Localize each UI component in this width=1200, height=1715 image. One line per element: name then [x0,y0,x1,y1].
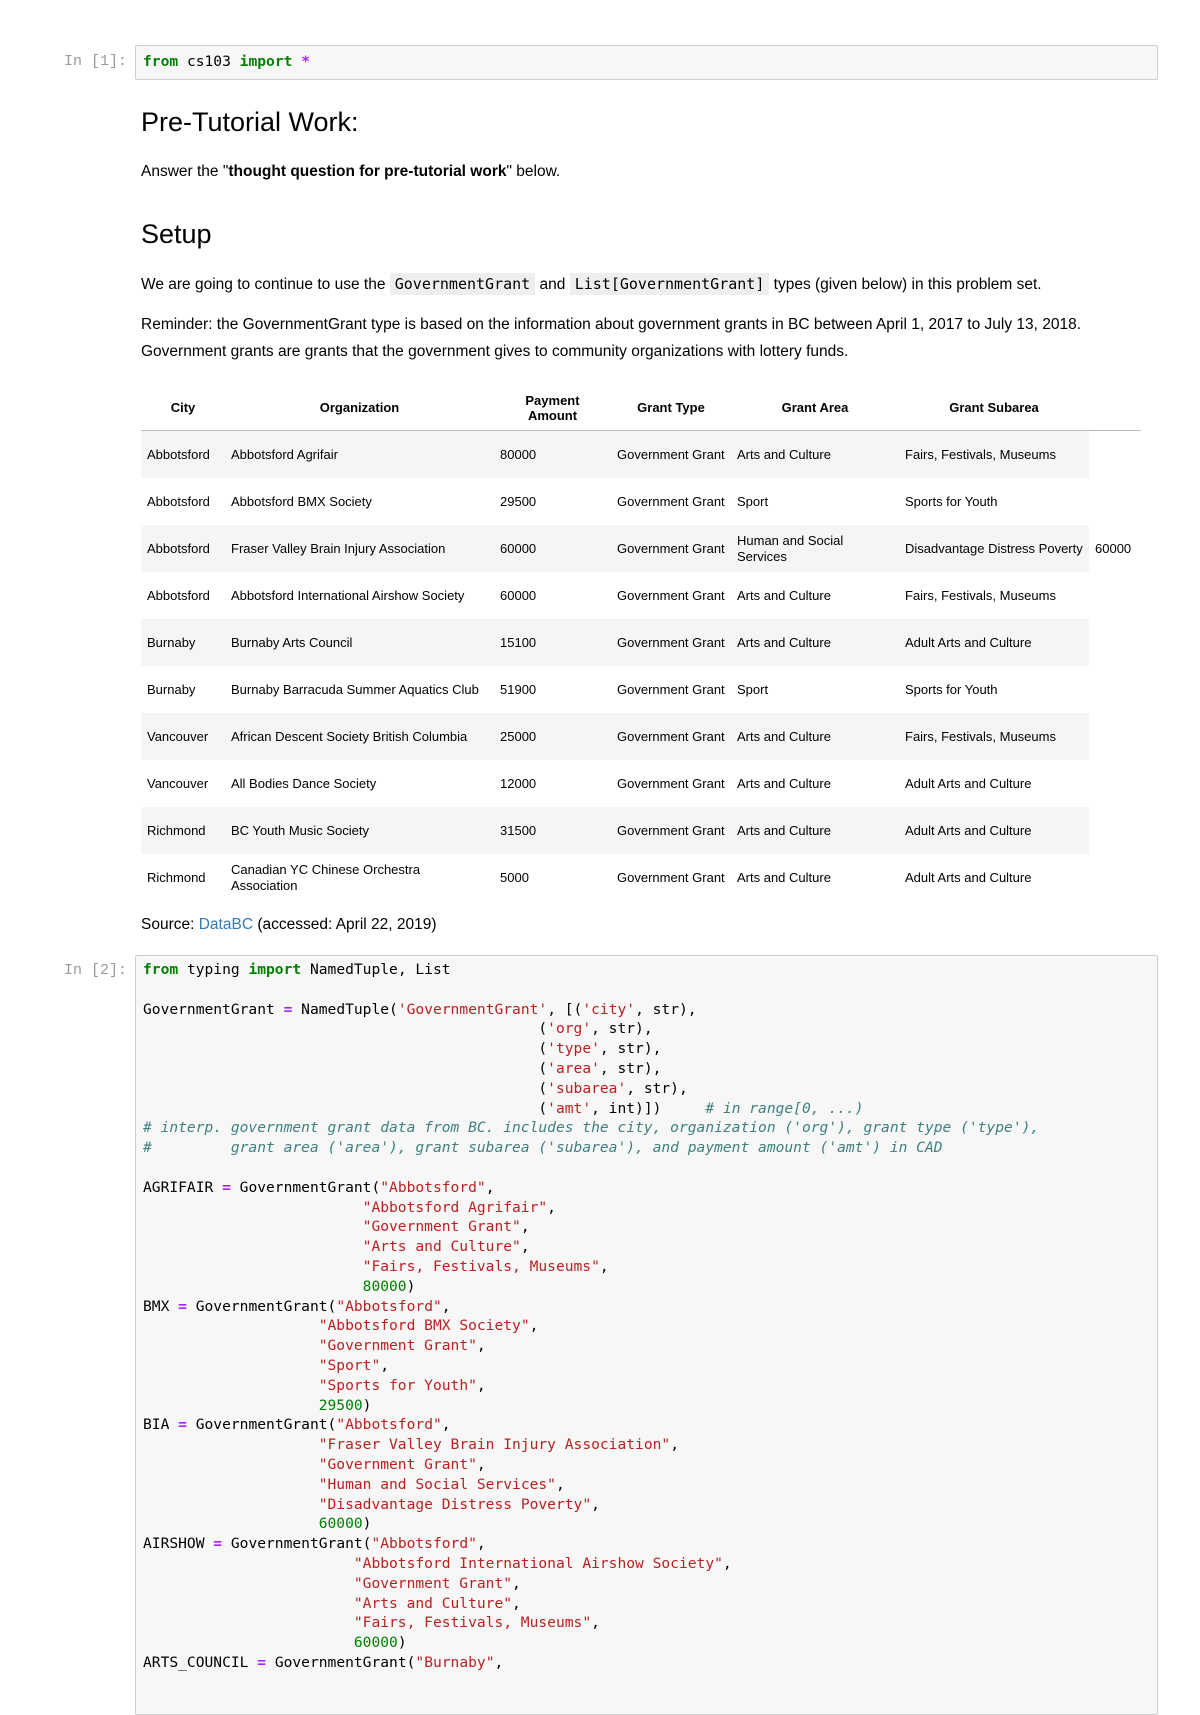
code-token [292,53,301,70]
table-cell [1089,619,1141,666]
table-cell: All Bodies Dance Society [231,775,377,791]
table-cell: 60000 [500,587,537,603]
code-token: , [520,1218,530,1236]
table-row [141,525,1141,572]
code-string: "Abbotsford" [380,1178,486,1196]
code-token: , str), [635,1000,697,1018]
code-operator: = [178,1297,187,1315]
code-cell[interactable] [135,45,1158,80]
code-string: "Sport" [318,1356,381,1374]
code-token: NamedTuple, List [301,961,451,978]
code-string: 'GovernmentGrant' [397,1000,548,1018]
code-string: "Human and Social Services" [318,1475,556,1493]
table-cell [1089,807,1141,854]
code-string: "Government Grant" [362,1218,521,1236]
table-cell: Burnaby Arts Council [225,619,494,666]
code-token [143,1278,363,1295]
code-token: ) [406,1277,416,1295]
cell-prompt: In [2]: [64,962,128,979]
table-header-row [141,385,1141,431]
table-cell [1089,713,1141,760]
table-cell: Arts and Culture [731,619,899,666]
code-keyword: import [248,961,302,978]
table-cell: 15100 [494,619,611,666]
code-operator: = [257,1653,267,1671]
code-string: "Fraser Valley Brain Injury Association" [318,1436,671,1454]
table-cell: Sport [737,493,769,509]
table-cell [1089,666,1141,713]
table-cell: Abbotsford International Airshow Society [231,587,465,603]
setup-text: We are going to continue to use the [141,276,390,293]
code-token: , [591,1614,600,1632]
code-string: "Fairs, Festivals, Museums" [353,1614,592,1632]
answer-paragraph [141,158,1141,185]
table-cell: Burnaby Barracuda Summer Aquatics Club [231,681,479,697]
code-token: GovernmentGrant( [186,1416,337,1434]
code-token: , str), [591,1020,653,1038]
reminder-line: Reminder: the GovernmentGrant type is based on the information about government grants in BC between April 1, 2017 to July 13, 2018. [141,316,1082,333]
table-cell: Sports for Youth [905,681,998,697]
code-operator: = [222,1178,231,1196]
table-cell: Fairs, Festivals, Museums [899,431,1089,479]
table-cell: Fairs, Festivals, Museums [905,587,1056,603]
setup-paragraph [141,271,1141,298]
table-cell: 5000 [500,869,529,885]
code-token: , [494,1653,504,1671]
setup-text: types (given below) in this problem set. [769,276,1042,293]
code-token: , [547,1198,556,1216]
code-token: , [485,1178,495,1196]
table-cell: Abbotsford BMX Society [231,493,372,509]
table-cell: Human and Social Services [731,525,899,572]
code-token [143,1377,319,1394]
code-token: GovernmentGrant( [222,1535,372,1553]
reminder-paragraph [141,311,1141,365]
table-cell: Abbotsford [147,493,210,509]
code-token: NamedTuple( [292,1000,398,1018]
code-token [143,1357,319,1374]
table-header: Grant Area [731,385,899,431]
heading-setup: Setup [141,219,212,249]
code-token: typing [178,961,249,978]
code-token: , str), [599,1059,662,1077]
code-string: "Disadvantage Distress Poverty" [318,1495,592,1513]
table-cell: Government Grant [611,713,731,760]
code-token: ( [143,1099,548,1117]
table-cell: Canadian YC Chinese Orchestra Association [231,861,421,893]
answer-text: Answer the " [141,163,229,180]
table-cell: Government Grant [611,525,731,572]
answer-bold: thought question for pre-tutorial work [228,163,507,180]
table-header: Payment Amount [494,385,611,431]
table-row [141,431,1141,479]
code-string: 'subarea' [547,1079,627,1097]
code-string: "Arts and Culture" [362,1238,521,1256]
code-token: GovernmentGrant( [230,1178,381,1196]
inline-code: GovernmentGrant [390,273,535,295]
code-token: ARTS_COUNCIL [143,1653,258,1671]
table-cell: Abbotsford [141,525,225,572]
code-token [143,1317,319,1334]
code-token [143,1238,363,1255]
code-comment: # interp. government grant data from BC. includes the city, organization ('org'), grant type ('type'), [143,1119,1040,1137]
code-token: ( [143,1059,548,1077]
code-token: GovernmentGrant( [186,1297,337,1315]
table-cell: Adult Arts and Culture [905,775,1032,791]
code-token: , [555,1475,565,1493]
table-cell: Fairs, Festivals, Museums [899,713,1089,760]
code-token: ) [362,1396,372,1414]
code-token [143,1496,319,1513]
code-string: 'type' [547,1040,600,1058]
code-token: , [441,1416,451,1434]
table-cell: Arts and Culture [731,807,899,854]
code-string: 'amt' [547,1099,592,1117]
table-cell: Arts and Culture [731,431,899,479]
table-row [141,666,1141,713]
table-row [141,854,1141,901]
code-keyword: from [143,961,179,978]
code-token [143,1614,354,1631]
table-cell [1089,760,1141,807]
code-token [143,1555,354,1572]
table-cell: Adult Arts and Culture [899,619,1089,666]
code-token [143,1218,363,1235]
table-cell: Arts and Culture [737,869,831,885]
code-token: ) [397,1634,407,1652]
reminder-line: Government grants are grants that the government gives to community organizations with lottery funds. [141,343,849,360]
table-cell: 60000 [494,525,611,572]
code-operator: = [178,1416,187,1434]
table-cell: Arts and Culture [737,587,831,603]
code-token: AGRIFAIR [143,1178,223,1196]
code-string: 'city' [582,1000,636,1018]
table-cell: Government Grant [611,619,731,666]
code-token: , int)]) [591,1099,706,1117]
code-string: "Sports for Youth" [318,1376,477,1394]
table-cell: Government Grant [617,493,725,509]
table-cell: Government Grant [617,587,725,603]
table-cell: Vancouver [141,713,225,760]
source-line [141,911,1141,938]
table-cell: Abbotsford [147,587,210,603]
code-token: ( [143,1079,548,1097]
code-string: "Arts and Culture" [353,1594,513,1612]
table-cell: Sport [737,681,769,697]
table-header: Organization [225,385,494,431]
table-cell: Adult Arts and Culture [899,807,1089,854]
code-token [143,1397,319,1414]
code-token: , [476,1376,486,1394]
table-cell: African Descent Society British Columbia [225,713,494,760]
table-cell: Abbotsford [141,431,225,479]
code-token: AIRSHOW [143,1535,214,1553]
table-cell [1089,572,1141,619]
code-token: , [670,1436,679,1454]
code-token: BIA [143,1416,179,1434]
table-cell: Adult Arts and Culture [905,869,1032,885]
code-token [143,1199,363,1216]
code-number: 60000 [318,1515,363,1533]
code-token: , [591,1495,600,1513]
code-comment: # in range[0, ...) [705,1099,864,1117]
table-cell: Sports for Youth [905,493,998,509]
code-string: "Abbotsford BMX Society" [318,1317,530,1335]
code-token: cs103 [178,53,240,70]
code-string: "Abbotsford Agrifair" [362,1198,548,1216]
table-cell: Richmond [141,807,225,854]
code-token [143,1595,354,1612]
code-string: "Fairs, Festivals, Museums" [362,1257,600,1275]
table-header: Grant Subarea [899,385,1089,431]
table-cell: Vancouver [147,775,209,791]
table-cell: Disadvantage Distress Poverty [899,525,1089,572]
code-string: "Government Grant" [353,1574,513,1592]
code-string: "Abbotsford" [336,1297,442,1315]
grants-table [141,385,1141,901]
code-token: , [476,1455,486,1473]
table-row [141,807,1141,854]
table-cell: Government Grant [617,681,725,697]
table-cell: Government Grant [611,807,731,854]
code-token: ( [143,1020,548,1038]
code-token [143,1634,354,1651]
code-token: , [441,1297,451,1315]
source-text: (accessed: April 22, 2019) [253,916,437,933]
table-cell: Government Grant [611,431,731,479]
table-header: City [141,385,225,431]
table-cell: 12000 [500,775,537,791]
table-cell: Richmond [147,869,206,885]
code-keyword: import [239,53,293,70]
code-token: ) [362,1515,372,1533]
table-cell: 25000 [494,713,611,760]
code-number: 60000 [353,1634,398,1652]
code-keyword: from [143,53,179,70]
code-token: ( [143,1040,548,1058]
code-token: GovernmentGrant( [266,1653,416,1671]
table-cell: Abbotsford Agrifair [225,431,494,479]
table-header-blank [1089,385,1141,431]
code-token [143,1476,319,1493]
cell-prompt: In [1]: [64,53,128,70]
code-token: , [512,1574,521,1592]
table-row [141,713,1141,760]
code-token [143,1337,319,1354]
table-cell [1089,431,1141,479]
heading-pre-tutorial: Pre-Tutorial Work: [141,107,359,137]
answer-text: " below. [506,163,561,180]
code-token: , [599,1257,609,1275]
code-token [143,1456,319,1473]
inline-code: List[GovernmentGrant] [570,273,770,295]
code-token: , [520,1238,530,1256]
code-operator: * [301,53,310,70]
code-string: "Abbotsford" [371,1535,477,1553]
code-token: , str), [626,1079,688,1097]
table-cell: 60000 [1095,540,1132,556]
setup-text: and [535,276,570,293]
code-token: , [380,1356,390,1374]
code-string: "Abbotsford" [336,1416,442,1434]
source-link[interactable]: DataBC [198,916,254,933]
code-token [143,1436,319,1453]
table-cell: Government Grant [617,775,725,791]
code-token: BMX [143,1297,179,1315]
code-token: , [529,1317,539,1335]
table-header: Grant Type [611,385,731,431]
table-cell: BC Youth Music Society [225,807,494,854]
code-operator: = [283,1000,293,1018]
table-cell: Arts and Culture [737,775,831,791]
code-token: , [( [547,1000,583,1018]
table-row [141,619,1141,666]
table-cell: 29500 [500,493,537,509]
code-token [143,1258,363,1275]
code-operator: = [213,1535,223,1553]
code-number: 80000 [362,1277,407,1295]
table-cell: Burnaby [147,681,196,697]
code-cell[interactable] [135,955,1158,1715]
code-string: 'area' [547,1059,600,1077]
code-number: 29500 [318,1396,363,1414]
code-token: , [722,1554,732,1572]
code-string: "Burnaby" [415,1653,495,1671]
code-string: "Government Grant" [318,1455,477,1473]
code-string: "Abbotsford International Airshow Society" [353,1554,723,1572]
code-string: 'org' [547,1020,592,1038]
table-cell: Burnaby [141,619,225,666]
code-comment: # grant area ('area'), grant subarea ('subarea'), and payment amount ('amt') in CAD [143,1139,943,1157]
code-token: , [512,1594,521,1612]
code-token [143,1575,354,1592]
table-cell: 80000 [494,431,611,479]
code-token: , [476,1337,486,1355]
table-cell: Fraser Valley Brain Injury Association [225,525,494,572]
code-string: "Government Grant" [318,1337,477,1355]
source-label: Source: [141,916,199,933]
table-cell: Arts and Culture [731,713,899,760]
table-row [141,572,1141,619]
code-token: , [476,1535,486,1553]
table-cell: 51900 [500,681,537,697]
table-row [141,478,1141,525]
table-cell: 31500 [494,807,611,854]
table-row [141,760,1141,807]
table-cell [1089,478,1141,525]
table-cell [1089,854,1141,901]
code-token: , str), [599,1040,662,1058]
code-token: GovernmentGrant [143,1000,284,1018]
code-token [143,1515,319,1532]
table-cell: Government Grant [617,869,725,885]
